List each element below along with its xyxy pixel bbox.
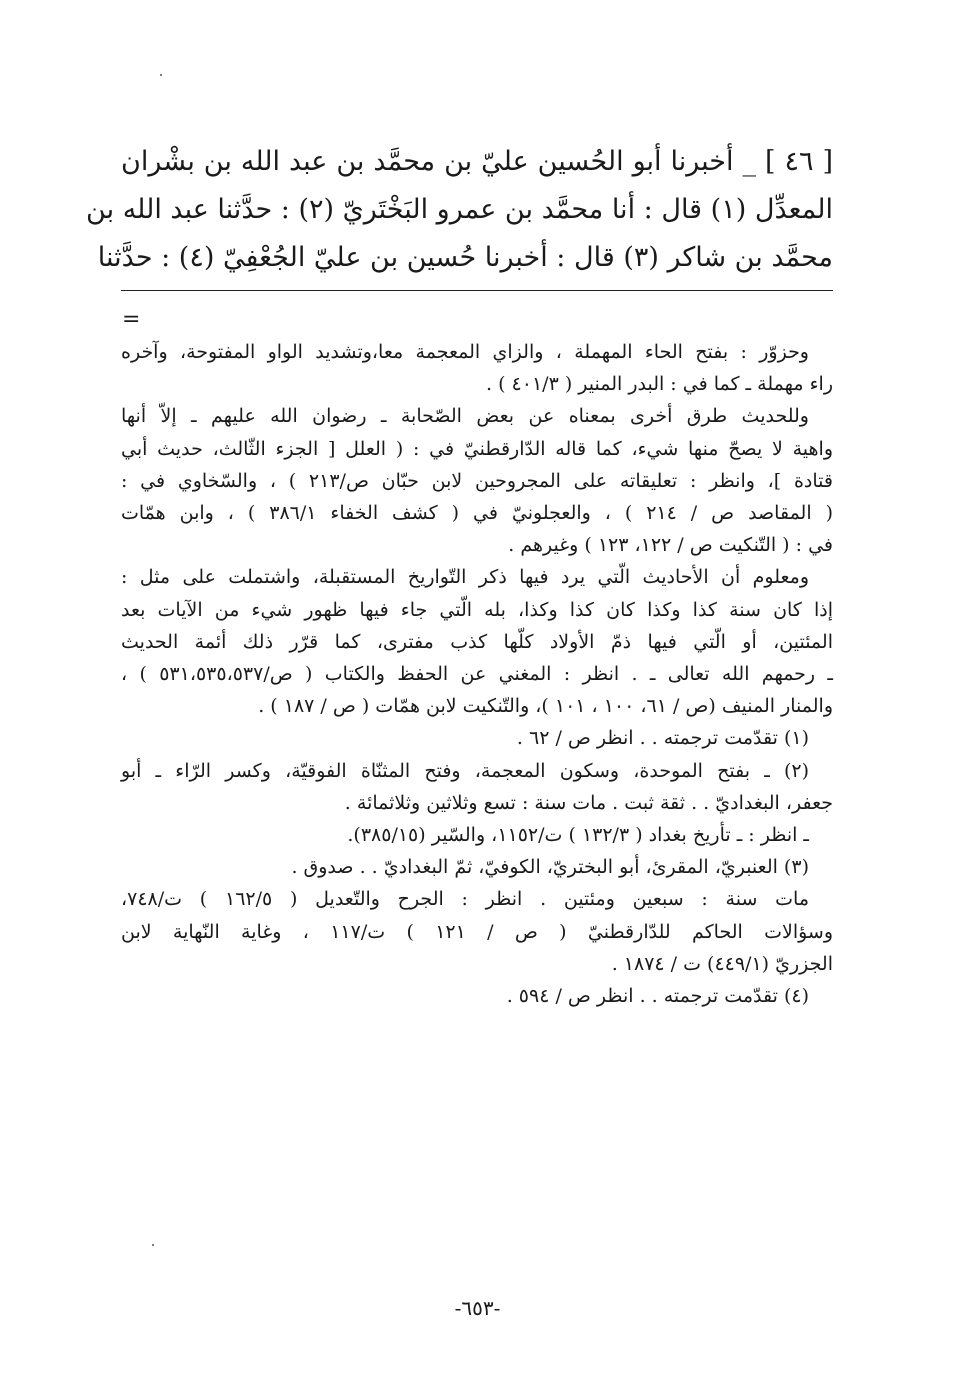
hadith-line: المعدِّل (١) قال : أنا محمَّد بن عمرو البَخْتَريّ (٢) : حدَّثنا عبد الله بن <box>86 194 833 225</box>
hadith-line: محمَّد بن شاكر (٣) قال : أخبرنا حُسين بن عليّ الجُعْفِيّ (٤) : حدَّثنا <box>97 242 833 273</box>
page-number: -٦٥٣- <box>454 1296 501 1320</box>
footnote-line: وسؤالات الحاكم للدّارقطنيّ ( ص / ١٢١ ) ت/١١٧ ، وغاية النّهاية لابن <box>121 920 834 943</box>
footnote-line: المئتين، أو الّتي فيها ذمّ الأولاد كلّها كذب مفترى، كما قرّر ذلك أئمة الحديث <box>121 630 833 653</box>
footnote-2 <box>121 755 833 819</box>
footnote-line: الجزريّ (٤٤٩/١) ت / ١٨٧٤ . <box>611 952 833 975</box>
footnote-line: (٢) ـ بفتح الموحدة، وسكون المعجمة، وفتح المثنّاة الفوقيّة، وكسر الرّاء ـ أبو <box>121 759 809 782</box>
footnote-line: وحزوّر : بفتح الحاء المهملة ، والزاي المعجمة معا،وتشديد الواو المفتوحة، وآخره <box>121 341 809 363</box>
footnote-line: ـ رحمهم الله تعالى ـ . انظر : المغني عن الحفظ والكتاب ( ص/٥٣١،٥٣٥،٥٣٧ ) ، <box>121 663 833 686</box>
footnote-line: ( المقاصد ص / ٢١٤ ) ، والعجلونيّ في ( كشف الخفاء ٣٨٦/١ ) ، وابن همّات <box>121 502 833 525</box>
hadith-text <box>86 138 833 282</box>
footnote-paragraph <box>121 561 833 722</box>
footnote-line: (٣) العنبريّ، المقرئ، أبو البختريّ، الكوفيّ، ثمّ البغداديّ . . صدوق . <box>291 856 809 879</box>
footnote-2-sources <box>121 819 833 851</box>
footnote-line: مات سنة : سبعين ومئتين . انظر : الجرح والتّعديل ( ١٦٢/٥ ) ت/٧٤٨، <box>121 888 809 911</box>
footnote-4 <box>121 980 833 1012</box>
footnote-paragraph <box>121 400 833 561</box>
footnote-line: ومعلوم أن الأحاديث الّتي يرد فيها ذكر التّواريخ المستقبلة، واشتملت على مثل : <box>121 566 809 589</box>
footnote-line: (٤) تقدّمت ترجمته . . انظر ص / ٥٩٤ . <box>506 985 809 1008</box>
scan-speck <box>152 1244 154 1246</box>
footnote-line: (١) تقدّمت ترجمته . . انظر ص / ٦٢ . <box>516 727 809 750</box>
continuation-mark: = <box>122 307 141 332</box>
footnote-line: قتادة ]، وانظر : تعليقاته على المجروحين لابن حبّان ص/٢١٣ ) ، والسّخاوي في : <box>121 469 833 492</box>
footnote-line: جعفر، البغداديّ . . ثقة ثبت . مات سنة : تسع وثلاثين وثلاثمائة . <box>344 791 833 814</box>
footnote-line: وللحديث طرق أخرى بمعناه عن بعض الصّحابة ـ رضوان الله عليهم ـ إلاّ أنها <box>121 405 809 428</box>
hadith-line: [ ٤٦ ] _ أخبرنا أبو الحُسين عليّ بن محمَّد بن عبد الله بن بشْران <box>121 146 833 177</box>
footnote-line: إذا كان سنة كذا وكذا كان كذا وكذا، بله الّتي جاء فيها ظهور شيء من الآيات بعد <box>121 598 833 621</box>
footnote-3 <box>121 851 833 883</box>
footnote-1 <box>121 722 833 754</box>
footnote-line: والمنار المنيف (ص / ٦١، ١٠٠ ، ١٠١ )، والتّنكيت لابن همّات ( ص / ١٨٧ ) . <box>258 695 833 718</box>
scan-speck <box>160 74 162 76</box>
footnote-3-sources <box>121 883 833 980</box>
footnotes <box>121 336 833 1012</box>
footnote-line: راء مهملة ـ كما في : البدر المنير ( ٤٠١/٣ ) . <box>486 373 833 396</box>
footnote-separator <box>121 290 833 291</box>
footnote-line: واهية لا يصحّ منها شيء، كما قاله الدّارقطنيّ في : ( العلل [ الجزء الثّالث، حديث أبي <box>121 437 833 460</box>
footnote-paragraph <box>121 336 833 400</box>
footnote-line: في : ( التّنكيت ص / ١٢٢، ١٢٣ ) وغيرهم . <box>508 534 833 557</box>
footnote-line: ـ انظر : ـ تأريخ بغداد ( ١٣٢/٣ ) ت/١١٥٢، والسّير (٣٨٥/١٥). <box>347 824 809 847</box>
